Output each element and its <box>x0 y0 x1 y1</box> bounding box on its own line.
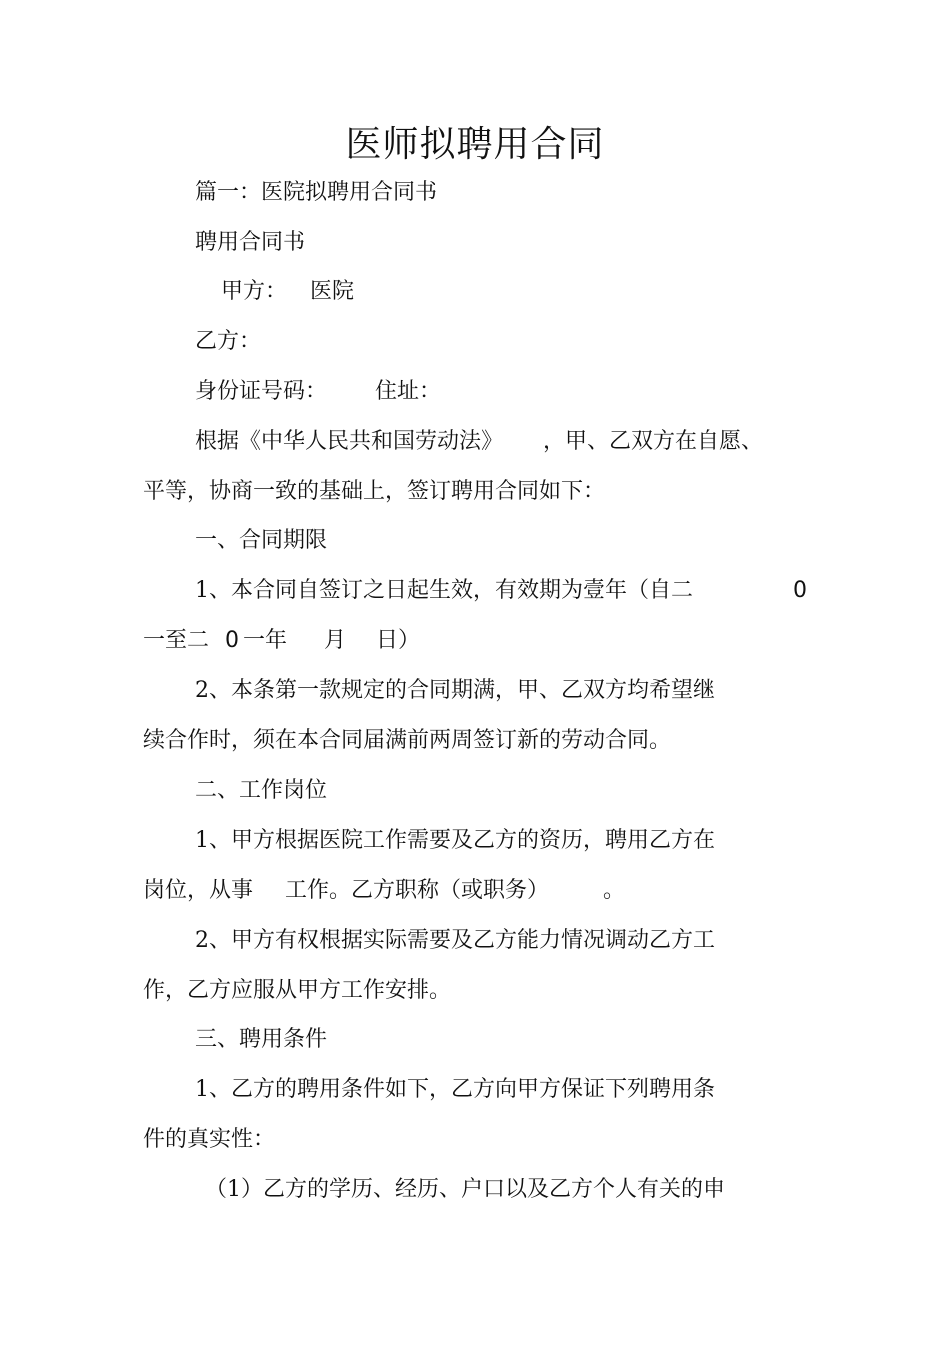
clause-heading: 二、工作岗位 <box>195 778 328 803</box>
section-heading: 篇一：医院拟聘用合同书 <box>195 180 438 205</box>
paragraph-text: 0 <box>225 628 239 653</box>
clause-heading: 一、合同期限 <box>195 528 328 553</box>
paragraph-text: 。 <box>603 878 626 903</box>
party-a-label: 甲方： <box>221 279 288 304</box>
party-b-label: 乙方： <box>195 329 262 354</box>
paragraph-text: 工作。乙方职称（或职务） <box>285 878 550 903</box>
paragraph-text: 作，乙方应服从甲方工作安排。 <box>143 978 452 1003</box>
party-a-value: 医院 <box>310 279 355 304</box>
paragraph-text: 平等，协商一致的基础上，签订聘用合同如下： <box>143 479 606 504</box>
clause-heading: 三、聘用条件 <box>195 1027 328 1052</box>
paragraph-text: 1、乙方的聘用条件如下，乙方向甲方保证下列聘用条 <box>195 1077 715 1102</box>
paragraph-text: 一年 <box>243 628 288 653</box>
paragraph-text: 根据《中华人民共和国劳动法》 <box>195 429 504 454</box>
paragraph-text: （1）乙方的学历、经历、户口以及乙方个人有关的申 <box>205 1177 725 1202</box>
id-number-label: 身份证号码： <box>195 379 328 404</box>
paragraph-text: 0 <box>793 578 807 603</box>
paragraph-text: 1、本合同自签订之日起生效，有效期为壹年（自二 <box>195 578 693 603</box>
paragraph-text: 2、甲方有权根据实际需要及乙方能力情况调动乙方工 <box>195 928 715 953</box>
paragraph-text: 岗位，从事 <box>143 878 254 903</box>
paragraph-text: 1、甲方根据医院工作需要及乙方的资历，聘用乙方在 <box>195 828 715 853</box>
contract-heading: 聘用合同书 <box>195 230 306 255</box>
paragraph-text: 件的真实性： <box>143 1127 276 1152</box>
paragraph-text: 一至二 <box>143 628 210 653</box>
paragraph-text: 续合作时，须在本合同届满前两周签订新的劳动合同。 <box>143 728 672 753</box>
address-label: 住址： <box>375 379 442 404</box>
paragraph-text: 2、本条第一款规定的合同期满，甲、乙双方均希望继 <box>195 678 715 703</box>
paragraph-text: 日） <box>376 628 421 653</box>
document-title: 医师拟聘用合同 <box>345 124 605 165</box>
paragraph-text: ，甲、乙双方在自愿、 <box>543 429 764 454</box>
paragraph-text: 月 <box>324 628 347 653</box>
